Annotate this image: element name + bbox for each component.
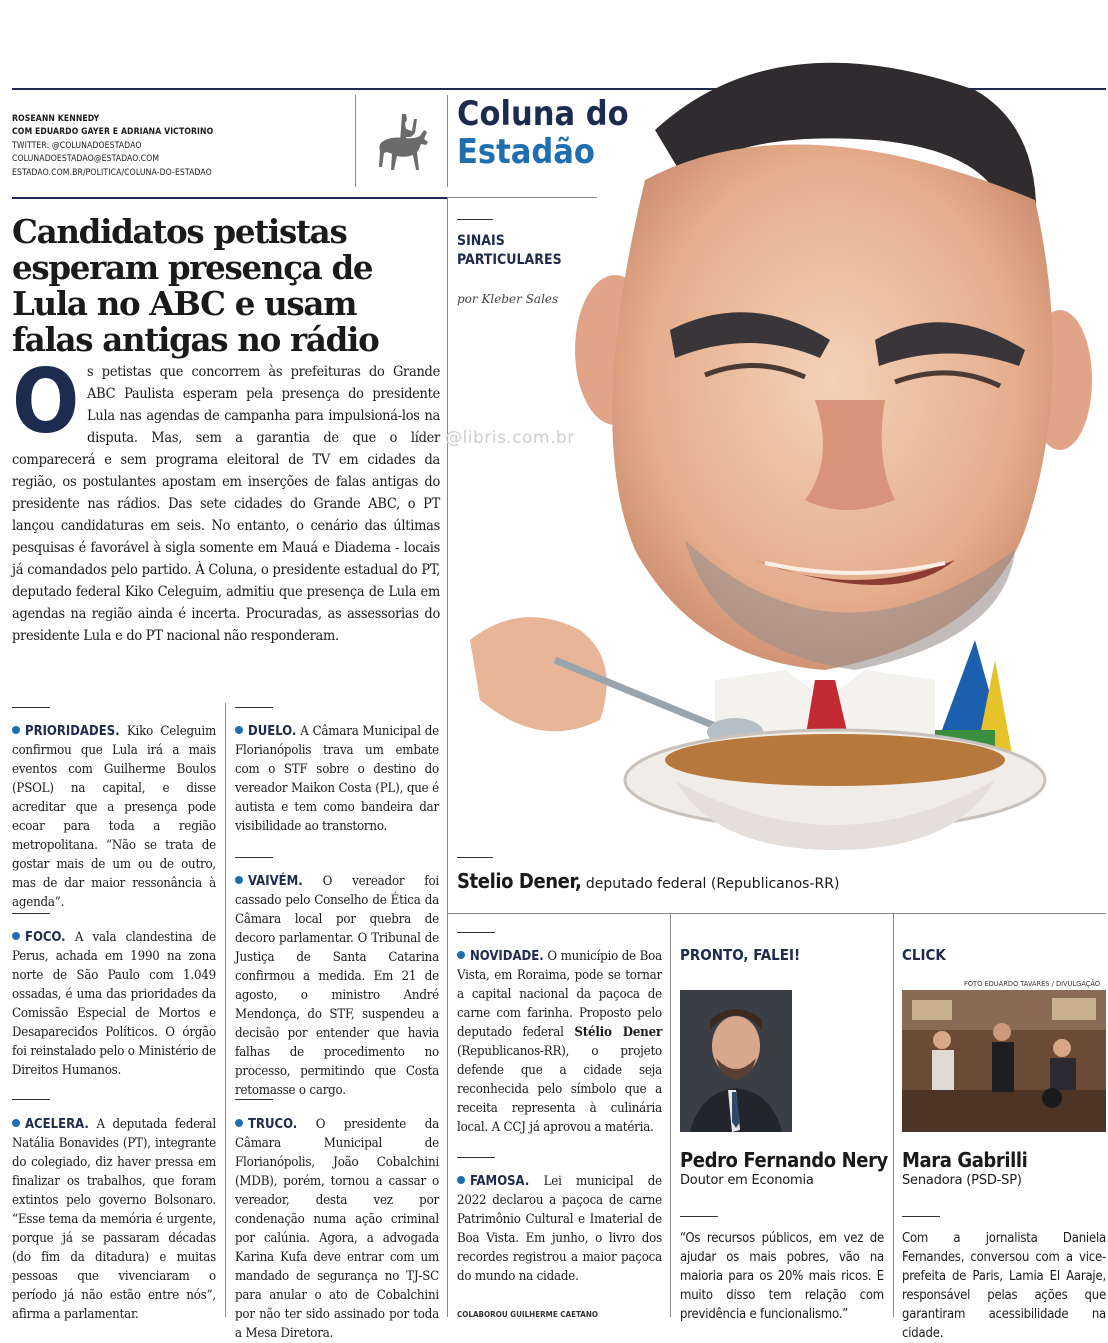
header-divider-2: [447, 95, 448, 187]
credits-block: [12, 113, 213, 180]
note-text: O município de Boa Vista, em Roraima, pode se tornar a capital nacional da paçoca de carne com farinha. Proposto pelo deputado federal: [457, 949, 662, 1040]
column-title-line1: Coluna do: [457, 94, 629, 134]
email-address: COLUNADOESTADAO@ESTADAO.COM: [12, 154, 160, 165]
pronto-person-name: Pedro Fernando Nery: [680, 1148, 888, 1172]
note-rule: [235, 1099, 273, 1100]
pedro-nery-photo: [680, 990, 792, 1132]
bullet-dot-icon: [12, 726, 20, 734]
bullet-dot-icon: [457, 951, 465, 959]
note-acelera: [12, 1115, 216, 1324]
click-photo-credit: FOTO EDUARDO TAVARES / DIVULGAÇÃO: [964, 979, 1101, 988]
click-divider: [893, 913, 894, 1317]
note-rule: [457, 932, 495, 933]
note-text: Kiko Celeguim confirmou que Lula irá a mais eventos com Guilherme Boulos (PSOL) na capital, e disse acreditar que a presença pode ecoar para toda a região metropolitana. “Não se trata de gostar mais de um ou de outro, mas de dar maior ressonância à agenda”.: [12, 724, 216, 910]
note-text: O presidente da Câmara Municipal de Florianópolis, João Cobalchini (MDB), porém, tornou a cassar o vereador, desta vez por condenação numa ação criminal por calúnia. Agora, a advogada Karina Kufa deve entrar com um mandado de segurança no TJ-SC para anular o ato de Cobalchini por não ter sido assinado por toda a Mesa Diretora.: [235, 1117, 439, 1341]
note-key: VAIVÉM.: [248, 874, 303, 889]
note-text: A vala clandestina de Perus, achada em 1990 na zona norte de São Paulo com 1.049 ossadas, é uma das prioridades da Comissão Especial de Mortos e Desaparecidos Políticos. O órgão foi reinstalado pelo o Ministério de Direitos Humanos.: [12, 930, 216, 1078]
note-rule: [235, 707, 273, 708]
twitter-handle: TWITTER: @COLUNADOESTADAO: [12, 140, 142, 151]
click-title: CLICK: [902, 946, 946, 964]
note-key: NOVIDADE.: [470, 949, 544, 964]
caricature-role: deputado federal (Republicanos-RR): [585, 876, 840, 892]
sinais-title-line2: PARTICULARES: [457, 252, 562, 268]
note-truco: [235, 1115, 439, 1343]
click-person-name: Mara Gabrilli: [902, 1148, 1028, 1172]
illustrator-byline: por Kleber Sales: [457, 292, 559, 306]
note-prioridades: [12, 722, 216, 912]
pronto-quote: “Os recursos públicos, em vez de ajudar os mais pobres, vão na maioria para os 20% mais ricos. E muito disso tem relação com previdência e funcionalismo.”: [680, 1231, 884, 1322]
bullet-dot-icon: [235, 726, 243, 734]
note-rule: [12, 707, 50, 708]
note-foco: [12, 928, 216, 1080]
drop-cap: O: [12, 350, 80, 453]
collaborators: COM EDUARDO GAYER E ADRIANA VICTORINO: [12, 127, 214, 138]
bullet-dot-icon: [12, 1119, 20, 1127]
column-url: ESTADAO.COM.BR/POLITICA/COLUNA-DO-ESTADAO: [12, 167, 212, 178]
bullet-dot-icon: [12, 932, 20, 940]
note-key: TRUCO.: [248, 1117, 298, 1132]
note-key: PRIORIDADES.: [25, 724, 120, 739]
note-text-after: (Republicanos-RR), o projeto defende que a cidade seja reconhecida pelo símbolo que a receita representa à culinária local. A CCJ já aprovou a matéria.: [457, 1044, 662, 1135]
note-famosa: [457, 1172, 662, 1286]
lower-right-rule: [447, 913, 1106, 914]
click-person-role: Senadora (PSD-SP): [902, 1173, 1022, 1188]
watermark: @libris.com.br: [445, 428, 575, 448]
note-rule: [12, 1099, 50, 1100]
note-text: A deputada federal Natália Bonavides (PT), integrante do colegiado, diz haver pressa em finalizar os trabalhos, que foram extintos pelo governo Bolsonaro. “Esse tema da memória é urgente, porque já se passaram décadas (do fim da ditadura) e muitas pessoas que vivenciaram o período já não estão entre nós”, afirma a parlamentar.: [12, 1117, 216, 1322]
caricature-caption: [457, 869, 839, 893]
note-vaivem: [235, 872, 439, 1100]
horseman-logo-icon: [372, 110, 432, 176]
sinais-title-line1: SINAIS: [457, 233, 505, 249]
click-rule: [902, 1216, 940, 1217]
bullet-dot-icon: [457, 1176, 465, 1184]
note-rule: [12, 913, 50, 914]
lead-text: s petistas que concorrem às prefeituras do Grande ABC Paulista esperam pela presença do presidente Lula nas agendas de campanha para impulsioná-los na disputa. Mas, sem a garantia de que o líder comparecerá e sem programa eleitoral de TV em cidades da região, os postulantes apostam em inserções de falas antigas do presidente nas rádios. Das sete cidades do Grande ABC, o PT lançou candidaturas em seis. No entanto, o cenário das últimas pesquisas é favorável à sigla somente em Mauá e Diadema - locais já comandados pelo partido. À Coluna, o presidente estadual do PT, deputado federal Kiko Celeguim, admitiu que presença de Lula em agendas na região ainda é incerta. Procuradas, as assessorias do presidente Lula e do PT nacional não responderam.: [12, 364, 440, 644]
caption-short-rule: [457, 857, 493, 858]
note-text: Lei municipal de 2022 declarou a paçoca de carne Patrimônio Cultural e Imaterial de Boa Vista. Em junho, o livro dos recordes registrou a maior paçoca do mundo na cidade.: [457, 1174, 662, 1284]
note-bold-name: Stélio Dener: [574, 1025, 662, 1040]
pronto-person-role: Doutor em Economia: [680, 1173, 814, 1188]
main-headline: Candidatos petistas esperam presença de Lula no ABC e usam falas antigas no rádio: [12, 212, 379, 359]
column-title-line2: Estadão: [457, 132, 595, 172]
header-bottom-rule: [12, 197, 447, 199]
column-divider: [447, 197, 448, 1317]
note-text: O vereador foi cassado pelo Conselho de Ética da Câmara local por quebra de decoro parlamentar. O Tribunal de Justiça de Santa Catarina confirmou a medida. Em 21 de agosto, o ministro André Mendonça, do STF, suspendeu a decisão por entender que havia falhas de procedimento no processo, permitindo que Costa retomasse o cargo.: [235, 874, 439, 1098]
click-photo: [902, 990, 1106, 1132]
note-key: FOCO.: [25, 930, 66, 945]
bullet-dot-icon: [235, 876, 243, 884]
note-key: DUELO.: [248, 724, 297, 739]
note-divider-vertical: [225, 703, 226, 1317]
bullet-dot-icon: [235, 1119, 243, 1127]
note-novidade: [457, 947, 662, 1137]
caricature-name: Stelio Dener,: [457, 869, 582, 893]
pronto-falei-title: PRONTO, FALEI!: [680, 946, 801, 964]
pronto-divider: [670, 913, 671, 1317]
collaborator-credit: COLABOROU GUILHERME CAETANO: [457, 1310, 599, 1319]
note-rule: [457, 1157, 495, 1158]
note-text: A Câmara Municipal de Florianópolis trava um embate com o STF sobre o destino do vereador Maikon Costa (PL), que é autista e tem como bandeira dar visibilidade ao transtorno.: [235, 724, 439, 834]
note-rule: [235, 857, 273, 858]
note-key: ACELERA.: [25, 1117, 89, 1132]
author-name: ROSEANN KENNEDY: [12, 114, 100, 124]
click-text: Com a jornalista Daniela Fernandes, conversou com a vice-prefeita de Paris, Lamia El Aaraje, responsável pelas ações que garantiram acessibilidade na cidade.: [902, 1231, 1106, 1341]
header-divider-1: [355, 95, 356, 187]
note-duelo: [235, 722, 439, 836]
lead-article: [12, 350, 440, 647]
note-key: FAMOSA.: [470, 1174, 530, 1189]
quote-rule: [680, 1216, 718, 1217]
